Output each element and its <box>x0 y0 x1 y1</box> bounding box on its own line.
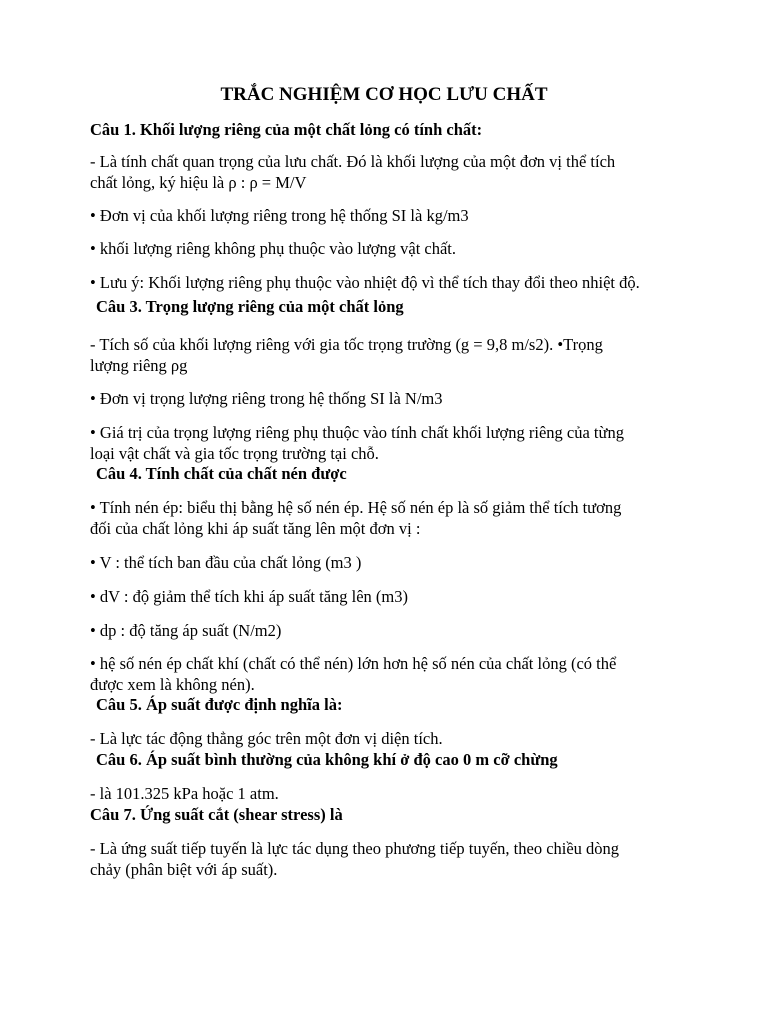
answer-line: được xem là không nén). <box>90 675 255 694</box>
answer-line: lượng riêng ρg <box>90 356 188 375</box>
answer-line: • Tính nén ép: biểu thị bằng hệ số nén ép. Hệ số nén ép là số giảm thể tích tương <box>90 498 622 517</box>
answer-line: chất lỏng, ký hiệu là ρ : ρ = M/V <box>90 173 307 192</box>
question-5-heading: Câu 5. Áp suất được định nghĩa là: <box>96 695 343 714</box>
question-3-heading: Câu 3. Trọng lượng riêng của một chất lỏng <box>96 297 404 316</box>
answer-line: • Đơn vị trọng lượng riêng trong hệ thống SI là N/m3 <box>90 389 443 408</box>
answer-line: • V : thể tích ban đầu của chất lỏng (m3 ) <box>90 553 362 572</box>
answer-line: - Là ứng suất tiếp tuyến là lực tác dụng theo phương tiếp tuyến, theo chiều dòng <box>90 839 620 858</box>
answer-line: - Tích số của khối lượng riêng với gia tốc trọng trường (g = 9,8 m/s2). •Trọng <box>90 335 603 354</box>
document-title: TRẮC NGHIỆM CƠ HỌC LƯU CHẤT <box>220 84 548 105</box>
answer-line: - Là tính chất quan trọng của lưu chất. Đó là khối lượng của một đơn vị thể tích <box>90 152 616 171</box>
question-4-heading: Câu 4. Tính chất của chất nén được <box>96 464 347 483</box>
answer-line: - là 101.325 kPa hoặc 1 atm. <box>90 784 279 803</box>
answer-line: • Lưu ý: Khối lượng riêng phụ thuộc vào nhiệt độ vì thể tích thay đổi theo nhiệt độ. <box>90 273 640 292</box>
question-7-heading: Câu 7. Ứng suất cắt (shear stress) là <box>90 805 343 824</box>
answer-line: • dp : độ tăng áp suất (N/m2) <box>90 621 282 640</box>
answer-line: loại vật chất và gia tốc trọng trường tại chỗ. <box>90 444 379 463</box>
answer-line: • khối lượng riêng không phụ thuộc vào lượng vật chất. <box>90 239 457 258</box>
answer-line: • hệ số nén ép chất khí (chất có thể nén) lớn hơn hệ số nén của chất lỏng (có thể <box>90 654 617 673</box>
question-6-heading: Câu 6. Áp suất bình thường của không khí ở độ cao 0 m cỡ chừng <box>96 750 558 769</box>
answer-line: chảy (phân biệt với áp suất). <box>90 860 278 879</box>
answer-line: - Là lực tác động thẳng góc trên một đơn vị diện tích. <box>90 729 443 748</box>
answer-line: đối của chất lỏng khi áp suất tăng lên một đơn vị : <box>90 519 421 538</box>
question-1-heading: Câu 1. Khối lượng riêng của một chất lỏng có tính chất: <box>90 120 483 139</box>
answer-line: • dV : độ giảm thể tích khi áp suất tăng lên (m3) <box>90 587 408 606</box>
answer-line: • Giá trị của trọng lượng riêng phụ thuộc vào tính chất khối lượng riêng của từng <box>90 423 624 442</box>
answer-line: • Đơn vị của khối lượng riêng trong hệ thống SI là kg/m3 <box>90 206 469 225</box>
